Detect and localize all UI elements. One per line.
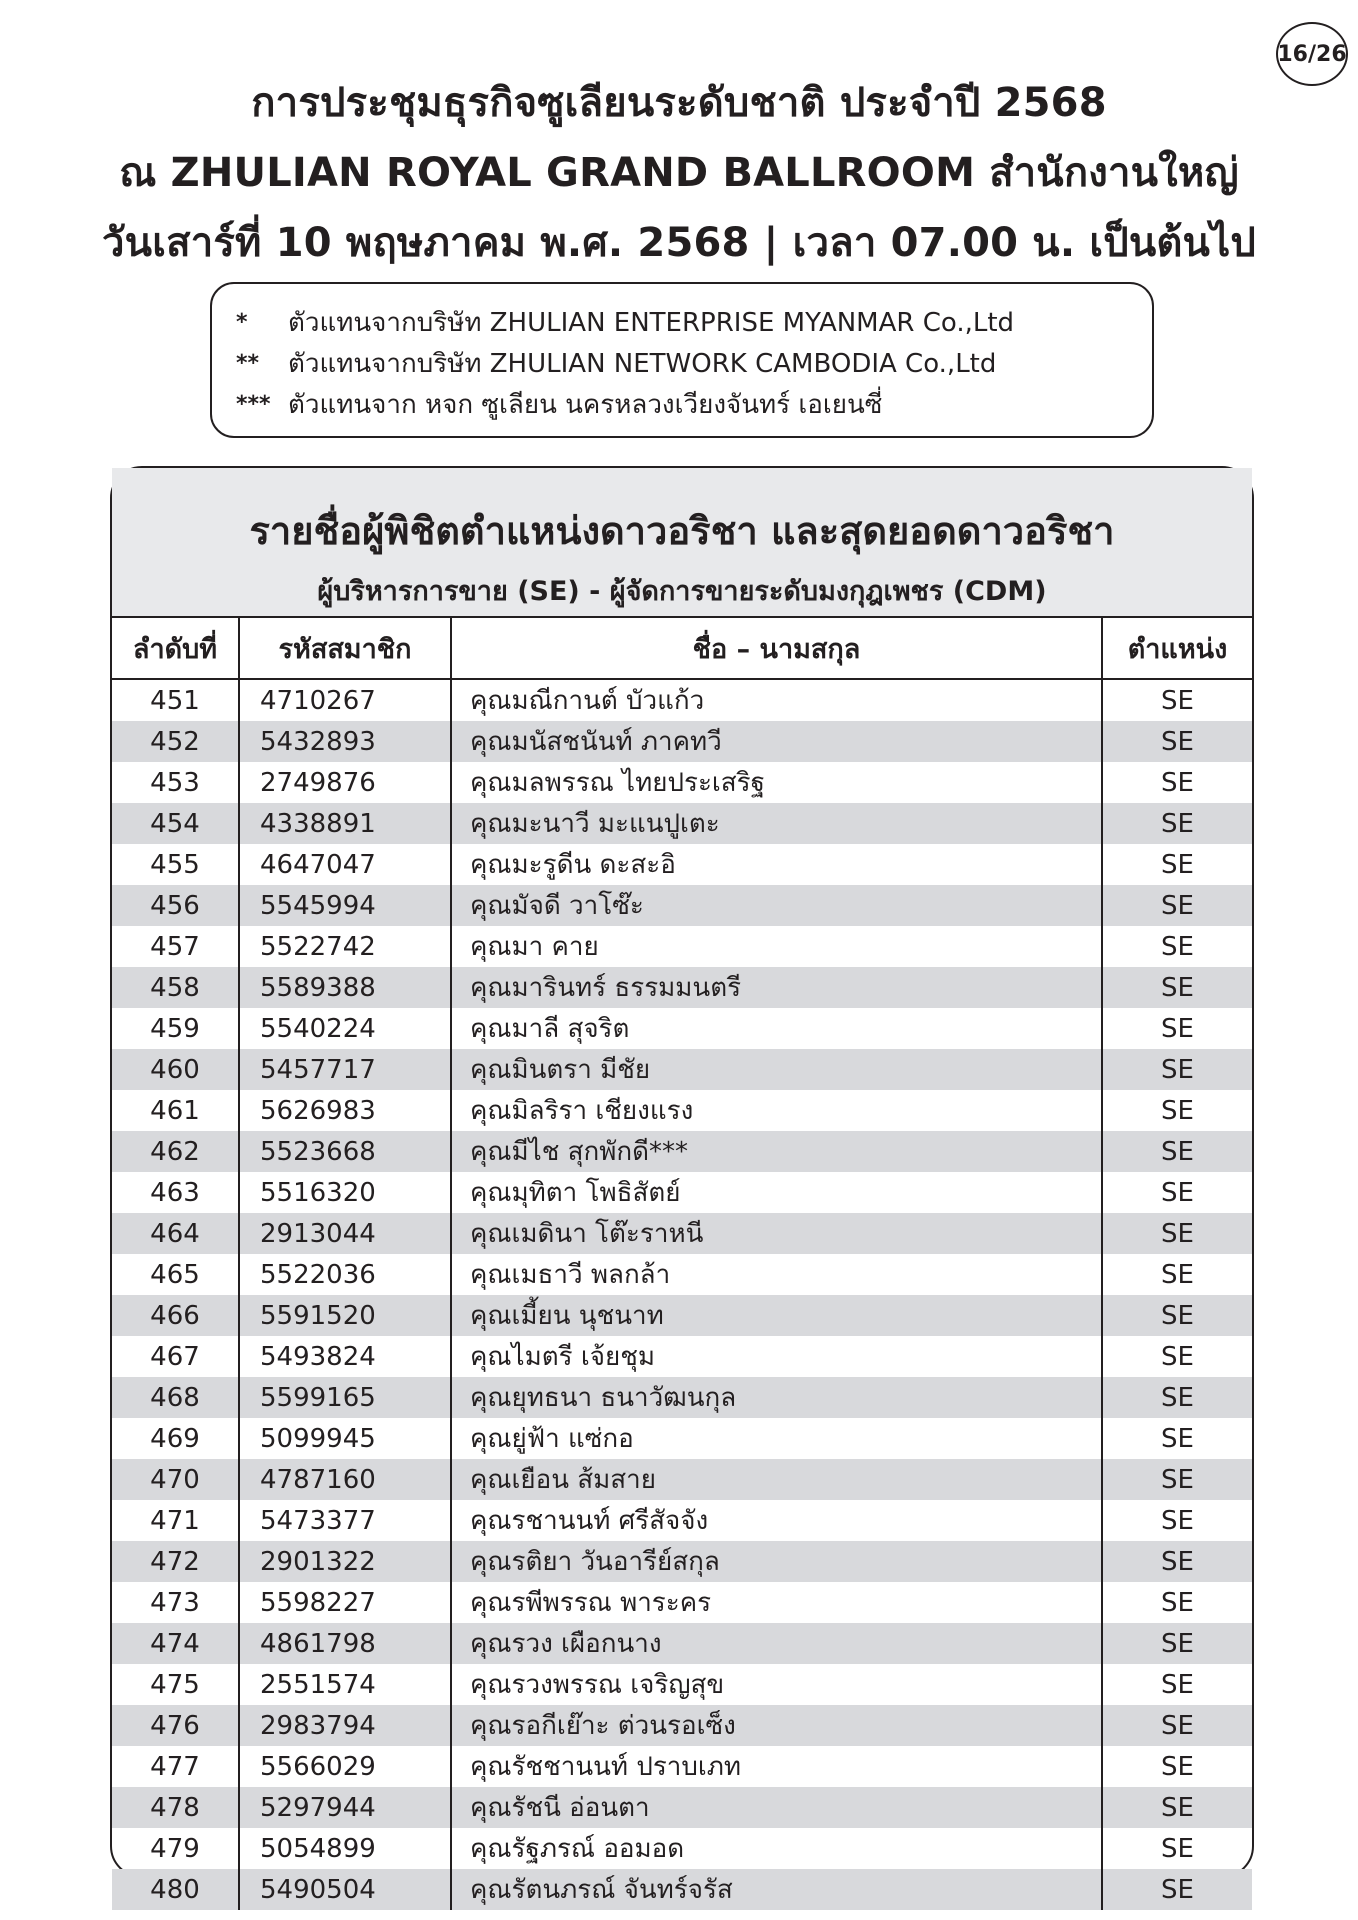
table-row (112, 1787, 1252, 1828)
position-cell: SE (1161, 1013, 1194, 1044)
name-cell: คุณมนัสชนันท์ ภาคทวี (451, 721, 1102, 762)
position-cell: SE (1161, 1095, 1194, 1126)
name-cell: คุณมิลริรา เชียงแรง (451, 1090, 1102, 1131)
member-id-cell: 2913044 (239, 1213, 451, 1254)
table-row (112, 1500, 1252, 1541)
rank-cell: 471 (112, 1500, 239, 1541)
name-cell: คุณมะนาวี มะแนปูเตะ (451, 803, 1102, 844)
table-row (112, 926, 1252, 967)
rank-cell: 480 (112, 1869, 239, 1910)
winners-list (110, 466, 1254, 1905)
column-header-member-id: รหัสสมาชิก (239, 618, 451, 679)
list-subtitle: ผู้บริหารการขาย (SE) - ผู้จัดการขายระดับมงกุฎเพชร (CDM) (317, 576, 1047, 607)
position-cell: SE (1102, 1787, 1252, 1828)
position-cell: SE (1102, 1295, 1252, 1336)
member-id-cell: 5540224 (239, 1008, 451, 1049)
table-row (112, 1008, 1252, 1049)
member-id-cell: 5591520 (239, 1295, 451, 1336)
rank-cell: 463 (112, 1172, 239, 1213)
legend-mark: * (236, 310, 248, 335)
position-cell: SE (1161, 767, 1194, 798)
position-cell: SE (1161, 1833, 1194, 1864)
position-cell: SE (1102, 1049, 1252, 1090)
legend-text: ตัวแทนจาก หจก ซูเลียน นครหลวงเวียงจันทร์ เอเยนซี่ (288, 390, 883, 420)
rank-cell: 461 (112, 1090, 239, 1131)
rank-cell: 477 (112, 1746, 239, 1787)
name-cell: คุณรติยา วันอารีย์สกุล (451, 1541, 1102, 1582)
table-row (112, 1746, 1252, 1787)
name-cell: คุณยู่ฟ้า แซ่กอ (451, 1418, 1102, 1459)
member-id-cell: 5589388 (239, 967, 451, 1008)
member-id-cell: 5566029 (239, 1746, 451, 1787)
member-id-cell: 5099945 (239, 1418, 451, 1459)
rank-cell: 456 (112, 885, 239, 926)
table-row (112, 885, 1252, 926)
rank-cell: 451 (112, 679, 239, 721)
table-row (112, 721, 1252, 762)
name-cell: คุณมะรูดีน ดะสะอิ (451, 844, 1102, 885)
name-cell: คุณมินตรา มีชัย (451, 1049, 1102, 1090)
table-row (112, 1049, 1252, 1090)
position-cell: SE (1102, 1213, 1252, 1254)
list-header (112, 468, 1252, 618)
member-id-cell: 2749876 (239, 762, 451, 803)
position-cell: SE (1102, 1541, 1252, 1582)
name-cell: คุณเมธาวี พลกล้า (451, 1254, 1102, 1295)
table-row (112, 1541, 1252, 1582)
rank-cell: 473 (112, 1582, 239, 1623)
rank-cell: 458 (112, 967, 239, 1008)
rank-cell: 469 (112, 1418, 239, 1459)
member-id-cell: 4861798 (239, 1623, 451, 1664)
member-id-cell: 5054899 (239, 1828, 451, 1869)
position-cell: SE (1161, 931, 1194, 962)
legend-notes-box (210, 282, 1154, 438)
rank-cell: 455 (112, 844, 239, 885)
member-id-cell: 4647047 (239, 844, 451, 885)
rank-cell: 466 (112, 1295, 239, 1336)
member-id-cell: 5522036 (239, 1254, 451, 1295)
rank-cell: 470 (112, 1459, 239, 1500)
member-id-cell: 5545994 (239, 885, 451, 926)
rank-cell: 454 (112, 803, 239, 844)
name-cell: คุณรัตนภรณ์ จันทร์จรัส (451, 1869, 1102, 1910)
position-cell: SE (1161, 1177, 1194, 1208)
name-cell: คุณมุทิตา โพธิสัตย์ (451, 1172, 1102, 1213)
name-cell: คุณมา คาย (451, 926, 1102, 967)
member-id-cell: 5598227 (239, 1582, 451, 1623)
name-cell: คุณรัฐภรณ์ ออมอด (451, 1828, 1102, 1869)
position-cell: SE (1102, 803, 1252, 844)
table-row (112, 1459, 1252, 1500)
rank-cell: 472 (112, 1541, 239, 1582)
position-cell: SE (1161, 849, 1194, 880)
name-cell: คุณยุทธนา ธนาวัฒนกุล (451, 1377, 1102, 1418)
table-row (112, 1418, 1252, 1459)
table-row (112, 1623, 1252, 1664)
name-cell: คุณเมี้ยน นุชนาท (451, 1295, 1102, 1336)
rank-cell: 453 (112, 762, 239, 803)
member-id-cell: 5457717 (239, 1049, 451, 1090)
event-date-time: วันเสาร์ที่ 10 พฤษภาคม พ.ศ. 2568 | เวลา 07.00 น. เป็นต้นไป (102, 220, 1256, 266)
rank-cell: 474 (112, 1623, 239, 1664)
name-cell: คุณมลพรรณ ไทยประเสริฐ (451, 762, 1102, 803)
rank-cell: 478 (112, 1787, 239, 1828)
table-row (112, 844, 1252, 885)
member-id-cell: 4787160 (239, 1459, 451, 1500)
event-title: การประชุมธุรกิจซูเลียนระดับชาติ ประจำปี 2568 (251, 80, 1107, 126)
column-header-rank: ลำดับที่ (112, 618, 239, 679)
table-row (112, 1705, 1252, 1746)
name-cell: คุณรัชนี อ่อนตา (451, 1787, 1102, 1828)
member-id-cell: 5297944 (239, 1787, 451, 1828)
position-cell: SE (1102, 885, 1252, 926)
table-row (112, 803, 1252, 844)
legend-note (236, 343, 1152, 384)
member-id-cell: 2983794 (239, 1705, 451, 1746)
member-id-cell: 5626983 (239, 1090, 451, 1131)
legend-mark: *** (236, 392, 271, 417)
table-row (112, 967, 1252, 1008)
table-row (112, 679, 1252, 721)
table-row (112, 762, 1252, 803)
position-cell: SE (1161, 1423, 1194, 1454)
position-cell: SE (1161, 1751, 1194, 1782)
name-cell: คุณมณีกานต์ บัวแก้ว (451, 679, 1102, 721)
position-cell: SE (1161, 1587, 1194, 1618)
rank-cell: 457 (112, 926, 239, 967)
rank-cell: 462 (112, 1131, 239, 1172)
rank-cell: 464 (112, 1213, 239, 1254)
table-row (112, 1664, 1252, 1705)
table-row (112, 1172, 1252, 1213)
winners-table (112, 618, 1252, 1910)
table-header-row (112, 618, 1252, 679)
member-id-cell: 4710267 (239, 679, 451, 721)
member-id-cell: 5432893 (239, 721, 451, 762)
legend-note (236, 302, 1152, 343)
name-cell: คุณรวงพรรณ เจริญสุข (451, 1664, 1102, 1705)
rank-cell: 459 (112, 1008, 239, 1049)
position-cell: SE (1161, 685, 1194, 716)
rank-cell: 476 (112, 1705, 239, 1746)
member-id-cell: 4338891 (239, 803, 451, 844)
rank-cell: 460 (112, 1049, 239, 1090)
member-id-cell: 5599165 (239, 1377, 451, 1418)
position-cell: SE (1161, 1341, 1194, 1372)
name-cell: คุณรพีพรรณ พาระคร (451, 1582, 1102, 1623)
name-cell: คุณมารินทร์ ธรรมมนตรี (451, 967, 1102, 1008)
page-number: 16/26 (1277, 41, 1347, 67)
position-cell: SE (1102, 1869, 1252, 1910)
member-id-cell: 5473377 (239, 1500, 451, 1541)
table-row (112, 1090, 1252, 1131)
table-row (112, 1254, 1252, 1295)
rank-cell: 475 (112, 1664, 239, 1705)
list-title: รายชื่อผู้พิชิตตำแหน่งดาวอริชา และสุดยอดดาวอริชา (249, 509, 1115, 553)
member-id-cell: 2901322 (239, 1541, 451, 1582)
position-cell: SE (1102, 1377, 1252, 1418)
name-cell: คุณมีไช สุกพักดี*** (451, 1131, 1102, 1172)
name-cell: คุณรชานนท์ ศรีสัจจัง (451, 1500, 1102, 1541)
member-id-cell: 5523668 (239, 1131, 451, 1172)
position-cell: SE (1161, 1669, 1194, 1700)
table-row (112, 1295, 1252, 1336)
position-cell: SE (1102, 1705, 1252, 1746)
column-header-name: ชื่อ – นามสกุล (451, 618, 1102, 679)
member-id-cell: 5522742 (239, 926, 451, 967)
position-cell: SE (1161, 1259, 1194, 1290)
position-cell: SE (1102, 967, 1252, 1008)
legend-text: ตัวแทนจากบริษัท ZHULIAN ENTERPRISE MYANMAR Co.,Ltd (288, 308, 1015, 338)
table-row (112, 1131, 1252, 1172)
name-cell: คุณรวง เผือกนาง (451, 1623, 1102, 1664)
name-cell: คุณเยือน ส้มสาย (451, 1459, 1102, 1500)
name-cell: คุณเมดินา โต๊ะราหนี (451, 1213, 1102, 1254)
legend-mark: ** (236, 351, 260, 376)
event-venue: ณ ZHULIAN ROYAL GRAND BALLROOM สำนักงานใหญ่ (119, 150, 1239, 196)
name-cell: คุณรอกีเย๊าะ ต่วนรอเซ็ง (451, 1705, 1102, 1746)
position-cell: SE (1161, 1505, 1194, 1536)
table-row (112, 1869, 1252, 1910)
name-cell: คุณรัชชานนท์ ปราบเภท (451, 1746, 1102, 1787)
table-row (112, 1377, 1252, 1418)
legend-note (236, 384, 1152, 425)
rank-cell: 452 (112, 721, 239, 762)
rank-cell: 467 (112, 1336, 239, 1377)
column-header-position: ตำแหน่ง (1102, 618, 1252, 679)
table-row (112, 1336, 1252, 1377)
table-row (112, 1213, 1252, 1254)
rank-cell: 468 (112, 1377, 239, 1418)
name-cell: คุณไมตรี เจ้ยชุม (451, 1336, 1102, 1377)
member-id-cell: 5490504 (239, 1869, 451, 1910)
member-id-cell: 2551574 (239, 1664, 451, 1705)
rank-cell: 479 (112, 1828, 239, 1869)
name-cell: คุณมัจดี วาโซ๊ะ (451, 885, 1102, 926)
position-cell: SE (1102, 1459, 1252, 1500)
table-row (112, 1828, 1252, 1869)
position-cell: SE (1102, 1623, 1252, 1664)
member-id-cell: 5516320 (239, 1172, 451, 1213)
rank-cell: 465 (112, 1254, 239, 1295)
legend-text: ตัวแทนจากบริษัท ZHULIAN NETWORK CAMBODIA Co.,Ltd (288, 349, 997, 379)
name-cell: คุณมาลี สุจริต (451, 1008, 1102, 1049)
table-row (112, 1582, 1252, 1623)
position-cell: SE (1102, 721, 1252, 762)
member-id-cell: 5493824 (239, 1336, 451, 1377)
position-cell: SE (1102, 1131, 1252, 1172)
